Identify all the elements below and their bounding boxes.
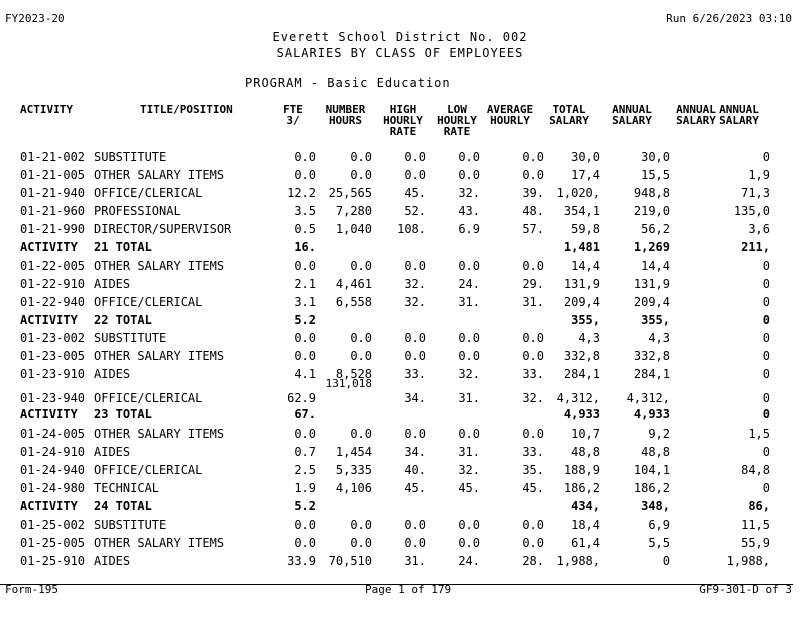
position-title: AIDES xyxy=(94,445,131,459)
cell-hours: 6,558 xyxy=(335,295,372,309)
cell-high: 45. xyxy=(404,481,426,495)
cell-fte: 0.0 xyxy=(294,427,316,441)
cell-total: 59,8 xyxy=(571,222,600,236)
cell-low: 32. xyxy=(458,463,480,477)
cell-low: 31. xyxy=(458,295,480,309)
cell-low: 32. xyxy=(458,367,480,381)
cell-low: 0.0 xyxy=(458,331,480,345)
form-number: Form-195 xyxy=(5,583,58,596)
cell-hours: 4,106 xyxy=(335,481,372,495)
cell-a1: 15,5 xyxy=(641,168,670,182)
activity-code: 01-25-002 xyxy=(20,518,86,532)
activity-code: 01-23-940 xyxy=(20,391,86,405)
cell-hours: 0.0 xyxy=(350,427,372,441)
activity-code: 01-24-005 xyxy=(20,427,86,441)
position-title: DIRECTOR/SUPERVISOR xyxy=(94,222,232,236)
cell-hours: 70,510 xyxy=(328,554,372,568)
cell-avg: 0.0 xyxy=(522,427,544,441)
cell-hours: 0.0 xyxy=(350,349,372,363)
cell-a1: 14,4 xyxy=(641,259,670,273)
activity-code: 01-22-940 xyxy=(20,295,86,309)
activity-code: 01-21-002 xyxy=(20,150,86,164)
report-title: SALARIES BY CLASS OF EMPLOYEES xyxy=(276,46,524,60)
district-name: Everett School District No. 002 xyxy=(272,30,528,44)
cell-total: 332,8 xyxy=(563,349,600,363)
cell-fte: 3.1 xyxy=(294,295,316,309)
cell-hours: 5,335 xyxy=(335,463,372,477)
cell-avg: 0.0 xyxy=(522,168,544,182)
column-header-low: RATE xyxy=(443,125,471,138)
column-header-low: LOW xyxy=(447,103,467,116)
column-header-activity: ACTIVITY xyxy=(20,103,73,116)
cell-high: 52. xyxy=(404,204,426,218)
cell-a3: 1,9 xyxy=(748,168,770,182)
position-title: OTHER SALARY ITEMS xyxy=(94,536,225,550)
cell-avg: 33. xyxy=(522,367,544,381)
cell-total: 355, xyxy=(571,313,600,327)
cell-a1: 131,9 xyxy=(633,277,670,291)
activity-code: 01-23-005 xyxy=(20,349,86,363)
activity-code: 01-25-005 xyxy=(20,536,86,550)
position-title: OFFICE/CLERICAL xyxy=(94,295,203,309)
cell-a1: 284,1 xyxy=(633,367,670,381)
column-header-annual1: ANNUAL xyxy=(612,103,652,116)
cell-high: 0.0 xyxy=(404,168,426,182)
cell-avg: 48. xyxy=(522,204,544,218)
position-title: TECHNICAL xyxy=(94,481,160,495)
cell-a3: 86, xyxy=(748,499,770,513)
column-header-hours: HOURS xyxy=(328,114,363,127)
activity-code: 01-22-005 xyxy=(20,259,86,273)
column-header-high: RATE xyxy=(389,125,417,138)
cell-total: 284,1 xyxy=(563,367,600,381)
cell-hours: 0.0 xyxy=(350,331,372,345)
cell-fte: 0.5 xyxy=(294,222,316,236)
cell-a3: 0 xyxy=(762,331,770,345)
column-header-high: HOURLY xyxy=(383,114,423,127)
cell-high: 0.0 xyxy=(404,518,426,532)
cell-a3: 0 xyxy=(762,349,770,363)
activity-code: ACTIVITY xyxy=(20,407,78,421)
cell-a3: 71,3 xyxy=(741,186,770,200)
cell-a3: 0 xyxy=(762,481,770,495)
cell-total: 4,3 xyxy=(578,331,600,345)
cell-low: 32. xyxy=(458,186,480,200)
cell-total: 1,020, xyxy=(556,186,600,200)
cell-fte: 4.1 xyxy=(294,367,316,381)
cell-low: 6.9 xyxy=(458,222,480,236)
cell-a3: 1,5 xyxy=(748,427,770,441)
activity-code: ACTIVITY xyxy=(20,499,78,513)
cell-low: 0.0 xyxy=(458,259,480,273)
cell-fte: 0.0 xyxy=(294,536,316,550)
cell-fte: 0.0 xyxy=(294,150,316,164)
cell-fte: 0.0 xyxy=(294,349,316,363)
cell-avg: 33. xyxy=(522,445,544,459)
cell-hours: 8,528 xyxy=(335,367,372,381)
cell-fte: 0.7 xyxy=(294,445,316,459)
cell-high: 45. xyxy=(404,186,426,200)
report-fiscal-year: FY2023-20 xyxy=(5,12,65,25)
cell-high: 32. xyxy=(404,277,426,291)
cell-fte: 0.0 xyxy=(294,259,316,273)
cell-avg: 0.0 xyxy=(522,518,544,532)
cell-total: 61,4 xyxy=(571,536,600,550)
cell-avg: 32. xyxy=(522,391,544,405)
position-title: OTHER SALARY ITEMS xyxy=(94,427,225,441)
cell-hours: 0.0 xyxy=(350,536,372,550)
cell-low: 45. xyxy=(458,481,480,495)
cell-avg: 39. xyxy=(522,186,544,200)
column-header-low: HOURLY xyxy=(437,114,477,127)
cell-a1: 6,9 xyxy=(648,518,670,532)
cell-a1: 348, xyxy=(641,499,670,513)
column-header-total: SALARY xyxy=(549,114,589,127)
cell-hours: 1,454 xyxy=(335,445,372,459)
cell-total: 10,7 xyxy=(571,427,600,441)
cell-a3: 0 xyxy=(762,313,770,327)
cell-a1: 219,0 xyxy=(633,204,670,218)
cell-hours: 0.0 xyxy=(350,168,372,182)
activity-code: 01-21-990 xyxy=(20,222,86,236)
position-title: 21 TOTAL xyxy=(94,240,152,254)
cell-a1: 209,4 xyxy=(633,295,670,309)
position-title: 22 TOTAL xyxy=(94,313,152,327)
cell-a3: 0 xyxy=(762,295,770,309)
cell-avg: 35. xyxy=(522,463,544,477)
cell-a3: 11,5 xyxy=(741,518,770,532)
cell-low: 24. xyxy=(458,554,480,568)
cell-a3: 3,6 xyxy=(748,222,770,236)
cell-fte: 1.9 xyxy=(294,481,316,495)
cell-a3: 1,988, xyxy=(726,554,770,568)
cell-a1: 4,312, xyxy=(626,391,670,405)
cell-low: 0.0 xyxy=(458,536,480,550)
column-header-high: HIGH xyxy=(389,103,417,116)
column-header-average: HOURLY xyxy=(490,114,530,127)
cell-fte: 33.9 xyxy=(287,554,316,568)
cell-high: 0.0 xyxy=(404,331,426,345)
cell-avg: 0.0 xyxy=(522,349,544,363)
cell-fte: 67. xyxy=(294,407,316,421)
column-header-annual1: SALARY xyxy=(612,114,652,127)
cell-avg: 28. xyxy=(522,554,544,568)
cell-a1: 30,0 xyxy=(641,150,670,164)
cell-low: 0.0 xyxy=(458,349,480,363)
position-title: SUBSTITUTE xyxy=(94,518,167,532)
cell-hours: 4,461 xyxy=(335,277,372,291)
cell-avg: 0.0 xyxy=(522,331,544,345)
column-header-total: TOTAL xyxy=(552,103,586,116)
cell-a1: 4,933 xyxy=(633,407,670,421)
position-title: OFFICE/CLERICAL xyxy=(94,463,203,477)
cell-total: 48,8 xyxy=(571,445,600,459)
position-title: 23 TOTAL xyxy=(94,407,152,421)
cell-total: 1,988, xyxy=(556,554,600,568)
cell-a3: 0 xyxy=(762,407,770,421)
cell-high: 0.0 xyxy=(404,427,426,441)
cell-total: 434, xyxy=(571,499,600,513)
cell-total: 4,933 xyxy=(563,407,600,421)
cell-low: 43. xyxy=(458,204,480,218)
position-title: OFFICE/CLERICAL xyxy=(94,391,203,405)
cell-a1: 4,3 xyxy=(648,331,670,345)
cell-low: 31. xyxy=(458,445,480,459)
cell-fte: 12.2 xyxy=(287,186,316,200)
cell-high: 32. xyxy=(404,295,426,309)
cell-high: 0.0 xyxy=(404,259,426,273)
activity-code: 01-21-960 xyxy=(20,204,86,218)
cell-high: 40. xyxy=(404,463,426,477)
position-title: OTHER SALARY ITEMS xyxy=(94,168,225,182)
activity-code: 01-23-002 xyxy=(20,331,86,345)
cell-a3: 0 xyxy=(762,445,770,459)
cell-total: 186,2 xyxy=(563,481,600,495)
column-header-title: TITLE/POSITION xyxy=(140,103,233,116)
cell-total: 14,4 xyxy=(571,259,600,273)
cell-high: 108. xyxy=(397,222,426,236)
cell-a3: 135,0 xyxy=(733,204,770,218)
activity-code: 01-24-910 xyxy=(20,445,86,459)
cell-a1: 948,8 xyxy=(633,186,670,200)
cell-fte: 2.5 xyxy=(294,463,316,477)
position-title: OTHER SALARY ITEMS xyxy=(94,259,225,273)
cell-hours: 0.0 xyxy=(350,518,372,532)
cell-a1: 0 xyxy=(662,554,670,568)
cell-low: 0.0 xyxy=(458,518,480,532)
cell-a1: 56,2 xyxy=(641,222,670,236)
column-header-annual3: ANNUAL xyxy=(719,103,759,116)
position-title: OFFICE/CLERICAL xyxy=(94,186,203,200)
cell-avg: 29. xyxy=(522,277,544,291)
cell-a3: 211, xyxy=(741,240,770,254)
activity-code: 01-22-910 xyxy=(20,277,86,291)
cell-a1: 332,8 xyxy=(633,349,670,363)
cell-hours: 7,280 xyxy=(335,204,372,218)
cell-high: 0.0 xyxy=(404,536,426,550)
cell-total: 18,4 xyxy=(571,518,600,532)
activity-code: 01-23-910 xyxy=(20,367,86,381)
column-header-fte: FTE xyxy=(283,103,303,116)
cell-low: 0.0 xyxy=(458,168,480,182)
cell-a3: 0 xyxy=(762,259,770,273)
form-code: GF9-301-D of 3 xyxy=(699,583,792,596)
page-number: Page 1 of 179 xyxy=(365,583,452,596)
cell-total: 4,312, xyxy=(556,391,600,405)
cell-low: 0.0 xyxy=(458,150,480,164)
cell-a1: 48,8 xyxy=(641,445,670,459)
position-title: PROFESSIONAL xyxy=(94,204,181,218)
cell-hours: 0.0 xyxy=(350,259,372,273)
column-header-hours: NUMBER xyxy=(325,103,366,116)
cell-a1: 104,1 xyxy=(633,463,670,477)
cell-fte: 0.0 xyxy=(294,518,316,532)
program-title: PROGRAM - Basic Education xyxy=(245,76,451,90)
cell-hours: 131,018 xyxy=(325,377,372,390)
cell-a3: 0 xyxy=(762,150,770,164)
cell-total: 17,4 xyxy=(571,168,600,182)
cell-a3: 0 xyxy=(762,391,770,405)
activity-code: ACTIVITY xyxy=(20,313,78,327)
position-title: SUBSTITUTE xyxy=(94,331,167,345)
cell-fte: 0.0 xyxy=(294,168,316,182)
cell-low: 24. xyxy=(458,277,480,291)
cell-avg: 0.0 xyxy=(522,150,544,164)
position-title: AIDES xyxy=(94,367,131,381)
cell-low: 31. xyxy=(458,391,480,405)
cell-a3: 55,9 xyxy=(741,536,770,550)
cell-a3: 84,8 xyxy=(741,463,770,477)
cell-high: 34. xyxy=(404,445,426,459)
cell-total: 354,1 xyxy=(563,204,600,218)
cell-a3: 0 xyxy=(762,277,770,291)
cell-total: 188,9 xyxy=(563,463,600,477)
cell-low: 0.0 xyxy=(458,427,480,441)
cell-fte: 16. xyxy=(294,240,316,254)
column-header-annual2: ANNUAL xyxy=(676,103,716,116)
cell-a1: 355, xyxy=(641,313,670,327)
cell-hours: 25,565 xyxy=(328,186,372,200)
position-title: OTHER SALARY ITEMS xyxy=(94,349,225,363)
cell-avg: 45. xyxy=(522,481,544,495)
cell-fte: 62.9 xyxy=(287,391,316,405)
cell-a1: 5,5 xyxy=(648,536,670,550)
column-header-annual3: SALARY xyxy=(719,114,759,127)
activity-code: 01-24-980 xyxy=(20,481,86,495)
cell-total: 1,481 xyxy=(563,240,600,254)
cell-avg: 57. xyxy=(522,222,544,236)
cell-high: 33. xyxy=(404,367,426,381)
cell-high: 34. xyxy=(404,391,426,405)
position-title: 24 TOTAL xyxy=(94,499,152,513)
position-title: AIDES xyxy=(94,554,131,568)
cell-hours: 0.0 xyxy=(350,150,372,164)
cell-high: 0.0 xyxy=(404,349,426,363)
position-title: AIDES xyxy=(94,277,131,291)
cell-total: 209,4 xyxy=(563,295,600,309)
position-title: SUBSTITUTE xyxy=(94,150,167,164)
cell-fte: 2.1 xyxy=(294,277,316,291)
cell-fte: 3.5 xyxy=(294,204,316,218)
activity-code: 01-25-910 xyxy=(20,554,86,568)
cell-fte: 5.2 xyxy=(294,499,316,513)
cell-high: 0.0 xyxy=(404,150,426,164)
cell-a1: 1,269 xyxy=(633,240,670,254)
cell-total: 131,9 xyxy=(563,277,600,291)
cell-hours: 1,040 xyxy=(335,222,372,236)
report-run-date: Run 6/26/2023 03:10 xyxy=(666,12,792,25)
activity-code: 01-21-005 xyxy=(20,168,86,182)
activity-code: ACTIVITY xyxy=(20,240,78,254)
cell-avg: 31. xyxy=(522,295,544,309)
cell-avg: 0.0 xyxy=(522,536,544,550)
cell-a3: 0 xyxy=(762,367,770,381)
column-header-annual2: SALARY xyxy=(676,114,716,127)
cell-high: 31. xyxy=(404,554,426,568)
column-header-average: AVERAGE xyxy=(486,103,534,116)
activity-code: 01-21-940 xyxy=(20,186,86,200)
cell-avg: 0.0 xyxy=(522,259,544,273)
activity-code: 01-24-940 xyxy=(20,463,86,477)
cell-fte: 0.0 xyxy=(294,331,316,345)
cell-fte: 5.2 xyxy=(294,313,316,327)
cell-a1: 186,2 xyxy=(633,481,670,495)
column-header-fte: 3/ xyxy=(286,114,300,127)
cell-a1: 9,2 xyxy=(648,427,670,441)
cell-total: 30,0 xyxy=(571,150,600,164)
